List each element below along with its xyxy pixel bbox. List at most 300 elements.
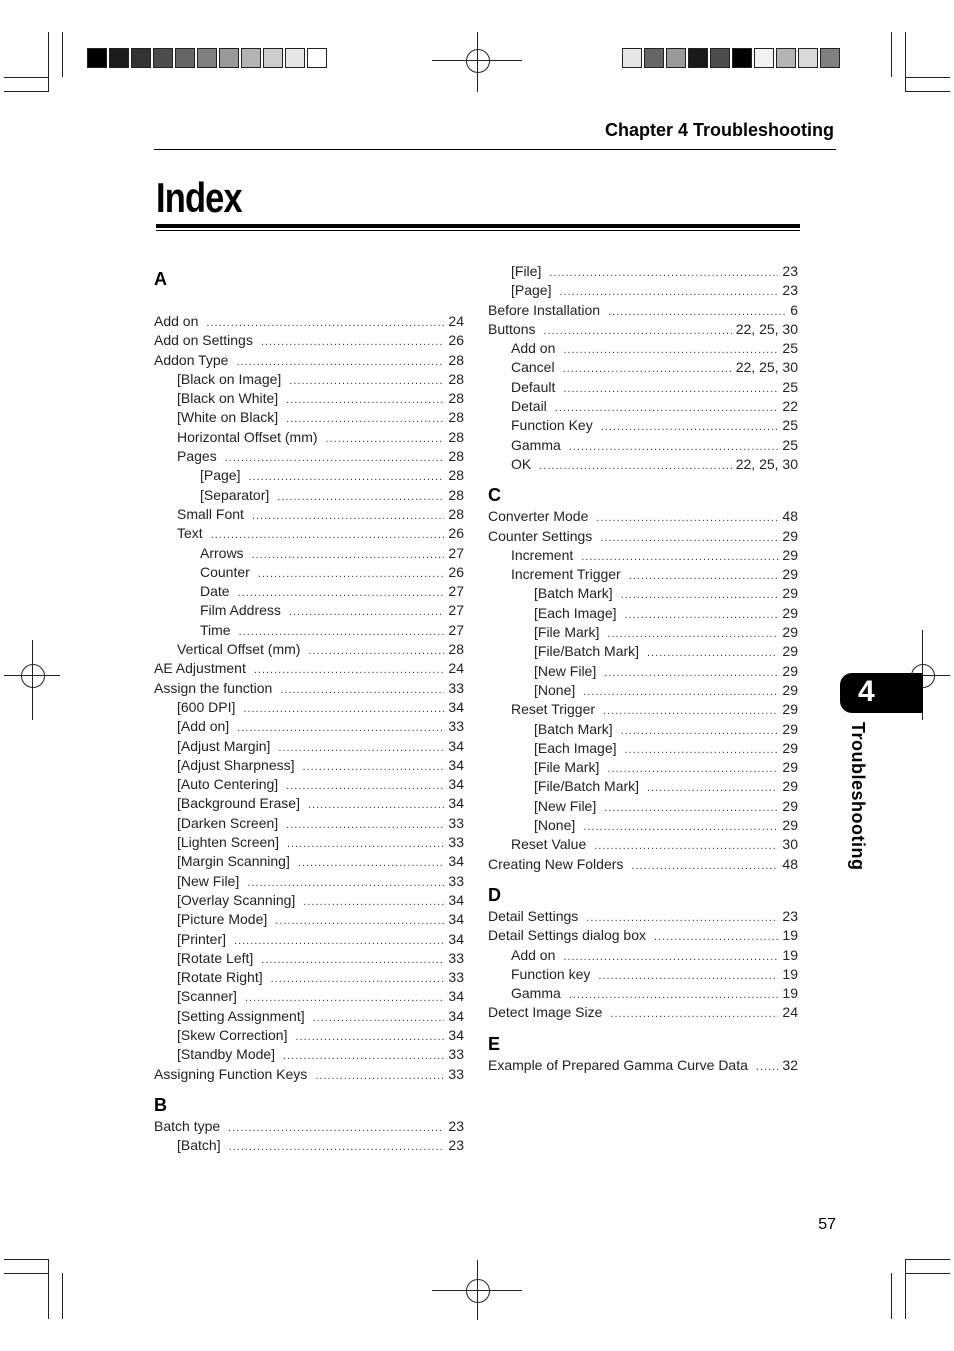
dot-leader [647,644,778,663]
dot-leader [654,928,778,947]
dot-leader [621,722,779,741]
page-title: Index [156,174,242,221]
index-page-ref: 25 [782,378,798,395]
dot-leader [598,967,778,986]
index-page-ref: 25 [782,417,798,434]
index-term: Counter [200,563,250,580]
dot-leader [275,912,444,931]
dot-leader [631,857,778,876]
index-entry [154,1117,464,1136]
index-entry [488,816,798,835]
index-page-ref: 19 [782,946,798,963]
index-term: Add on [511,946,556,963]
index-page-ref: 28 [448,428,464,445]
index-term: [Rotate Left] [177,949,254,966]
index-page-ref: 33 [448,814,464,831]
index-entry [154,1136,464,1155]
index-entry [154,524,464,543]
index-page-ref: 32 [782,1056,798,1073]
index-entry [488,739,798,758]
index-entry [154,1007,464,1026]
index-page-ref: 28 [448,448,464,465]
index-term: Buttons [488,320,536,337]
index-page-ref: 24 [448,313,464,329]
dot-leader [286,391,444,410]
index-entry [488,946,798,965]
index-term: [Picture Mode] [177,911,268,928]
dot-leader [563,380,778,399]
dot-leader [261,333,445,352]
index-term: [File/Batch Mark] [534,643,640,660]
section-letter: B [154,1094,167,1115]
index-term: Date [200,583,230,600]
index-term: Function key [511,965,591,982]
index-page-ref: 29 [782,701,798,718]
index-term: [Adjust Sharpness] [177,756,295,773]
index-page-ref: 29 [782,759,798,776]
index-page-ref: 34 [448,988,464,1005]
color-swatch [285,48,305,68]
index-entry [154,852,464,871]
index-page-ref: 23 [448,1117,464,1134]
index-page-ref: 29 [782,546,798,563]
index-page-ref: 28 [448,467,464,484]
index-page-ref: 24 [782,1004,798,1021]
index-term: Creating New Folders [488,855,624,872]
color-swatch [798,48,818,68]
index-term: [Background Erase] [177,795,300,812]
index-term: [Page] [511,282,552,299]
index-entry [154,544,464,563]
index-term: Detail Settings [488,907,579,924]
index-entry [154,408,464,427]
index-term: Increment Trigger [511,566,621,583]
index-page-ref: 28 [448,351,464,368]
index-page-ref: 22 [782,398,798,415]
index-term: Reset Value [511,836,587,853]
index-entry [154,930,464,949]
index-term: [Printer] [177,930,227,947]
title-rule [156,224,800,228]
index-page-ref: 30 [782,836,798,853]
index-term: [Each Image] [534,604,617,621]
index-entry [488,797,798,816]
index-entry [154,1065,464,1084]
index-term: [Separator] [200,486,270,503]
index-term: Pages [177,448,217,465]
index-term: Reset Trigger [511,701,596,718]
index-term: [Black on White] [177,390,279,407]
index-term: Increment [511,546,574,563]
index-entry [488,926,798,945]
index-entry [488,455,798,474]
index-term: Addon Type [154,351,229,368]
index-term: Counter Settings [488,527,593,544]
index-term: [Page] [200,467,241,484]
index-term: [Adjust Margin] [177,737,271,754]
index-term: Gamma [511,436,561,453]
index-entry [154,679,464,698]
index-term: [None] [534,681,576,698]
index-page-ref: 33 [448,949,464,966]
index-page-ref: 28 [448,641,464,658]
dot-leader [756,1058,779,1077]
index-page-ref: 29 [782,643,798,660]
dot-leader [647,779,778,798]
dot-leader [289,372,444,391]
index-term: [Add on] [177,718,230,735]
dot-leader [603,702,778,721]
color-swatch [710,48,730,68]
dot-leader [315,1067,444,1086]
index-page-ref: 6 [790,301,798,318]
color-swatch [666,48,686,68]
index-term: Function Key [511,417,593,434]
color-swatch [622,48,642,68]
index-term: [Batch Mark] [534,585,613,602]
index-entry [154,563,464,582]
dot-leader [308,796,444,815]
index-entry [488,604,798,623]
index-page-ref: 26 [448,563,464,580]
color-swatch [754,48,774,68]
index-page-ref: 27 [448,602,464,619]
index-entry [154,814,464,833]
index-entry [488,1003,798,1022]
section-letter: D [488,884,501,905]
color-swatch [219,48,239,68]
index-entry [488,584,798,603]
index-entry [488,681,798,700]
index-term: [White on Black] [177,409,279,426]
index-column-left [154,262,464,1155]
index-entry [488,358,798,377]
dot-leader [629,567,779,586]
index-entry [154,466,464,485]
index-page-ref: 29 [782,720,798,737]
dot-leader [243,700,444,719]
index-page-ref: 29 [782,681,798,698]
index-term: Add on [511,340,556,357]
dot-leader [252,546,445,565]
index-entry [154,331,464,350]
dot-leader [313,1009,445,1028]
index-term: [New File] [177,872,240,889]
index-term: Time [200,621,231,638]
index-entry [488,301,798,320]
index-term: Example of Prepared Gamma Curve Data [488,1056,748,1073]
dot-leader [271,970,445,989]
index-entry [154,949,464,968]
index-page-ref: 23 [782,907,798,924]
index-term: AE Adjustment [154,660,246,677]
dot-leader [549,264,778,283]
index-entry [154,505,464,524]
index-entry [488,527,798,546]
dot-leader [308,642,444,661]
index-entry [154,621,464,640]
dot-leader [225,449,445,468]
index-page-ref: 29 [782,817,798,834]
index-entry [488,281,798,300]
section-letter: C [488,485,501,506]
dot-leader [287,835,444,854]
dot-leader [234,932,444,951]
index-entry [154,987,464,1006]
index-entry [154,312,464,331]
index-entry [488,907,798,926]
index-entry [488,700,798,719]
index-page-ref: 48 [782,508,798,525]
index-term: Arrows [200,544,244,561]
index-entry [488,507,798,526]
index-term: [Auto Centering] [177,776,279,793]
index-term: Detail [511,398,547,415]
index-entry [488,984,798,1003]
dot-leader [277,488,444,507]
page-number: 57 [818,1216,836,1233]
index-page-ref: 23 [448,1137,464,1154]
index-entry [488,436,798,455]
index-page-ref: 26 [448,525,464,542]
color-swatch [820,48,840,68]
index-page-ref: 34 [448,776,464,793]
index-entry [154,872,464,891]
index-entry [154,486,464,505]
index-entry [154,794,464,813]
dot-leader [280,681,444,700]
index-entry [488,262,798,281]
index-entry [154,447,464,466]
index-page-ref: 28 [448,370,464,387]
index-entry [154,968,464,987]
index-page-ref: 29 [782,797,798,814]
index-term: [File Mark] [534,759,600,776]
dot-leader [289,603,445,622]
index-column-right [488,262,798,1075]
index-entry [154,582,464,601]
index-page-ref: 33 [448,969,464,986]
dot-leader [604,799,778,818]
title-rule-thin [156,230,800,231]
index-term: Text [177,525,203,542]
index-entry [488,965,798,984]
index-page-ref: 19 [782,985,798,1002]
color-swatch [87,48,107,68]
index-page-ref: 26 [448,332,464,349]
index-term: Film Address [200,602,281,619]
index-entry [154,910,464,929]
color-swatch [263,48,283,68]
index-page-ref: 27 [448,583,464,600]
index-entry [488,720,798,739]
index-term: Vertical Offset (mm) [177,641,301,658]
index-page-ref: 34 [448,795,464,812]
index-entry [154,659,464,678]
color-swatch [241,48,261,68]
index-term: [600 DPI] [177,698,236,715]
dot-leader [563,948,778,967]
index-page-ref: 34 [448,853,464,870]
dot-leader [583,818,778,837]
index-entry [154,1045,464,1064]
dot-leader [539,457,731,476]
color-swatch [109,48,129,68]
dot-leader [563,360,732,379]
index-entry [488,416,798,435]
index-page-ref: 22, 25, 30 [735,455,798,472]
color-swatch [307,48,327,68]
index-entry [154,601,464,620]
index-term: Add on [154,313,199,329]
color-swatch [131,48,151,68]
index-term: [Black on Image] [177,370,282,387]
index-term: OK [511,455,532,472]
index-term: [Skew Correction] [177,1026,288,1043]
index-page-ref: 34 [448,1026,464,1043]
dot-leader [596,509,778,528]
index-entry [488,758,798,777]
dot-leader [543,322,731,341]
index-term: [New File] [534,662,597,679]
index-page-ref: 48 [782,855,798,872]
index-page-ref: 29 [782,585,798,602]
index-page-ref: 22, 25, 30 [735,359,798,376]
index-entry [488,1056,798,1075]
index-term: [Batch Mark] [534,720,613,737]
index-page-ref: 23 [782,263,798,279]
index-page-ref: 29 [782,527,798,544]
index-entry [488,339,798,358]
index-entry [154,737,464,756]
index-entry [154,370,464,389]
index-page-ref: 28 [448,409,464,426]
index-page-ref: 29 [782,662,798,679]
index-term: [File] [511,263,542,279]
index-page-ref: 34 [448,1007,464,1024]
dot-leader [254,661,445,680]
index-term: [New File] [534,797,597,814]
index-term: Small Font [177,505,244,522]
index-page-ref: 33 [448,834,464,851]
dot-leader [303,893,444,912]
index-term: Assign the function [154,679,273,696]
dot-leader [604,664,778,683]
index-page-ref: 29 [782,624,798,641]
chapter-heading: Chapter 4 Troubleshooting [604,120,834,140]
dot-leader [298,854,445,873]
index-term: [Rotate Right] [177,969,263,986]
color-swatch [197,48,217,68]
color-swatch [175,48,195,68]
index-page-ref: 29 [782,604,798,621]
index-term: [Batch] [177,1137,221,1154]
chapter-tab-label: Troubleshooting [848,722,868,871]
dot-leader [228,1119,444,1138]
index-term: Converter Mode [488,508,589,525]
section-letter: E [488,1033,501,1054]
dot-leader [295,1028,444,1047]
index-entry [488,777,798,796]
dot-leader [261,951,444,970]
index-term: Gamma [511,985,561,1002]
chapter-tab [840,673,923,713]
index-term: [Setting Assignment] [177,1007,305,1024]
index-entry [154,775,464,794]
index-entry [488,320,798,339]
dot-leader [303,758,445,777]
index-term: Detect Image Size [488,1004,603,1021]
index-page-ref: 29 [782,778,798,795]
color-swatch [688,48,708,68]
index-page-ref: 22, 25, 30 [735,320,798,337]
color-swatch [644,48,664,68]
index-term: Default [511,378,556,395]
color-swatch [153,48,173,68]
index-term: Horizontal Offset (mm) [177,428,318,445]
index-entry [488,835,798,854]
dot-leader [625,606,779,625]
dot-leader [601,418,779,437]
index-term: Add on Settings [154,332,253,349]
index-entry [154,833,464,852]
index-page-ref: 34 [448,891,464,908]
index-term: [File Mark] [534,624,600,641]
index-entry [154,717,464,736]
index-term: Batch type [154,1117,221,1134]
index-page-ref: 33 [448,1065,464,1082]
index-entry [154,389,464,408]
index-page-ref: 34 [448,737,464,754]
dot-leader [286,816,444,835]
dot-leader [258,565,445,584]
index-page-ref: 27 [448,544,464,561]
index-term: [Scanner] [177,988,237,1005]
index-page-ref: 28 [448,390,464,407]
index-term: Detail Settings dialog box [488,927,646,944]
index-term: [File/Batch Mark] [534,778,640,795]
index-entry [154,891,464,910]
color-swatch [776,48,796,68]
index-entry [488,623,798,642]
index-entry [488,378,798,397]
index-page-ref: 34 [448,911,464,928]
index-page-ref: 34 [448,698,464,715]
index-entry [488,662,798,681]
index-entry [488,642,798,661]
index-entry [488,546,798,565]
index-term: [Each Image] [534,739,617,756]
dot-leader [211,526,445,545]
index-page-ref: 23 [782,282,798,299]
dot-leader [252,507,445,526]
index-page-ref: 28 [448,505,464,522]
index-term: [Darken Screen] [177,814,279,831]
section-letter: A [154,269,167,289]
index-term: Cancel [511,359,555,376]
index-page-ref: 34 [448,756,464,773]
chapter-tab-number: 4 [858,675,875,708]
index-term: [Lighten Screen] [177,834,279,851]
index-page-ref: 24 [448,660,464,677]
index-entry [488,565,798,584]
dot-leader [278,739,444,758]
dot-leader [610,1005,778,1024]
index-entry [154,1026,464,1045]
color-swatch [732,48,752,68]
index-entry [154,640,464,659]
index-page-ref: 27 [448,621,464,638]
